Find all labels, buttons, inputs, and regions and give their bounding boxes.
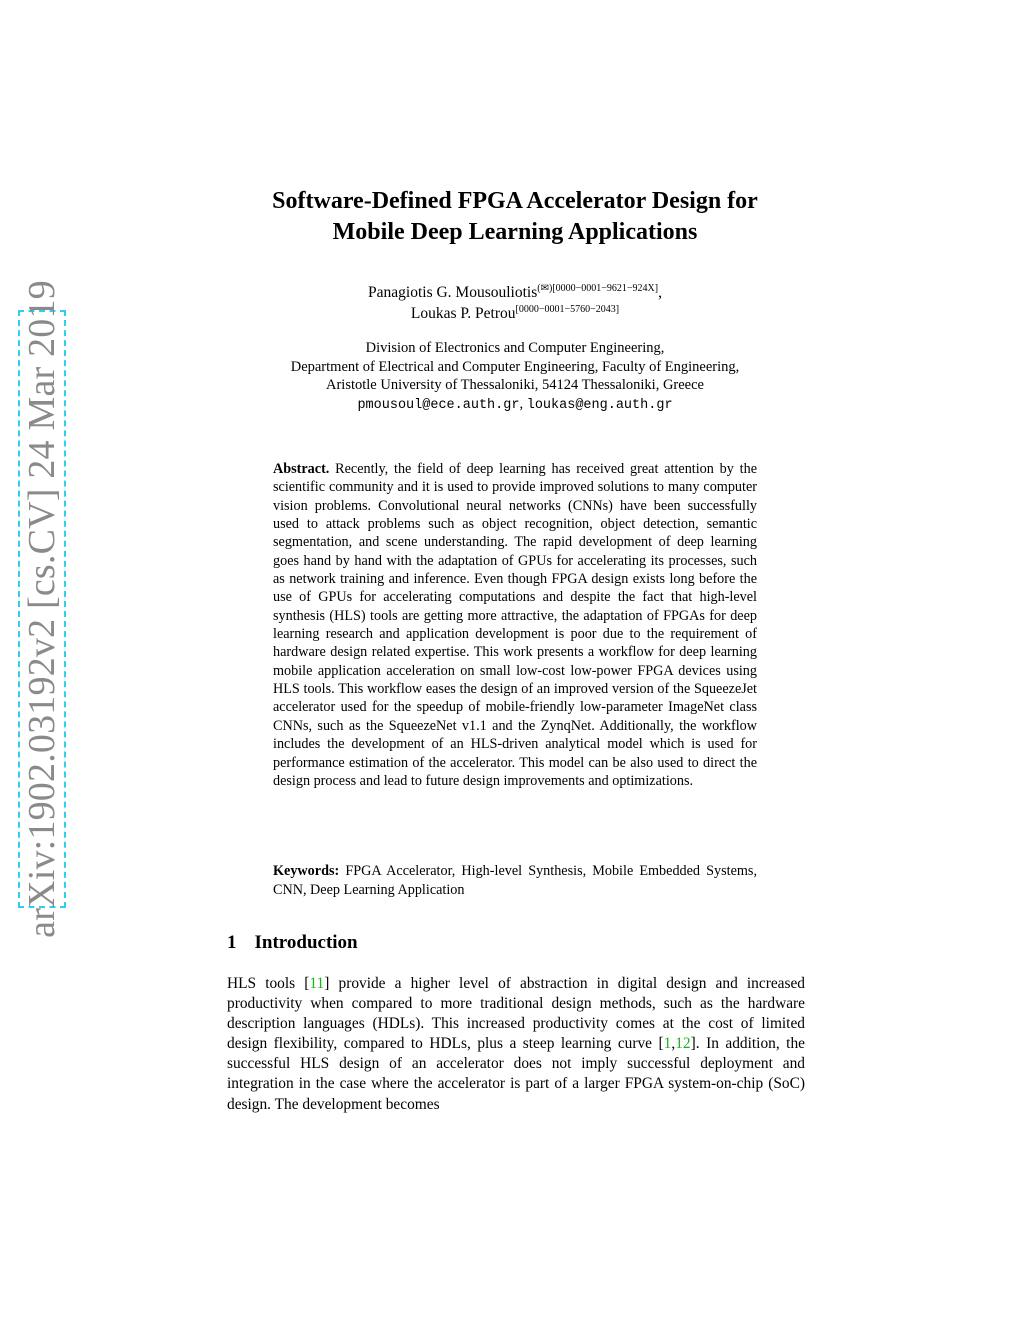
keywords	[273, 862, 757, 899]
affiliation-line-1: Division of Electronics and Computer Engineering,	[365, 340, 665, 356]
affiliation-block	[180, 339, 850, 415]
abstract-label: Abstract.	[273, 461, 330, 477]
intro-text-3: . In addition, the successful HLS design of an accelerator does not imply successful deployment and integration in the case where the accelerator is part of a larger FPGA system-on-chip (SoC) design. The development becomes	[227, 1035, 805, 1113]
email-1[interactable]: pmousoul@ece.auth.gr	[357, 397, 520, 413]
intro-paragraph: HLS tools [11] provide a higher level of abstraction in digital design and increased productivity when compared to more traditional design methods, such as the hardware description languages (HDLs). This increased productivity comes at the cost of limited design flexibility, compared to HDLs, plus a steep learning curve [1,12]. In addition, the successful HLS design of an accelerator does not imply successful deployment and integration in the case where the accelerator is part of a larger FPGA system-on-chip (SoC) design. The development becomes	[227, 975, 806, 1113]
section-title: Introduction	[254, 932, 358, 953]
intro-text-1: HLS tools	[227, 975, 305, 992]
citation-link-11[interactable]: 11	[309, 975, 325, 992]
author-2-orcid[interactable]: [0000−0001−5760−2043]	[515, 304, 620, 315]
email-separator: ,	[519, 395, 527, 412]
title-line-1: Software-Defined FPGA Accelerator Design for	[272, 188, 758, 214]
affiliation-line-2: Department of Electrical and Computer Engineering, Faculty of Engineering,	[290, 358, 740, 375]
paper-title	[180, 186, 850, 248]
arxiv-identifier-text: arXiv:1902.03192v2 [cs.CV] 24 Mar 2019	[21, 280, 63, 938]
author-1-name: Panagiotis G. Mousouliotis	[368, 284, 538, 301]
email-line	[180, 395, 850, 416]
arxiv-identifier-stamp[interactable]	[18, 280, 66, 938]
intro-text-2: provide a higher level of abstraction in digital design and increased productivity when compared to more traditional design methods, such as the hardware description languages (HDLs). This increased productivity comes at the cost of limited design flexibility, compared to HDLs, plus a steep learning curve	[227, 975, 806, 1053]
abstract	[273, 460, 757, 790]
abstract-text: Recently, the field of deep learning has received great attention by the scientific community and it is used to provide improved solutions to many computer vision problems. Convolutional neural networks (CNNs) have been successfully used to attack problems such as object recognition, object detection, semantic segmentation, and scene understanding. The rapid development of deep learning goes hand by hand with the adaptation of GPUs for accelerating its processes, such as network training and inference. Even though FPGA design exists long before the use of GPUs for accelerating computations and despite the fact that high-level synthesis (HLS) tools are getting more attractive, the adaptation of FPGAs for deep learning research and application development is poor due to the requirement of hardware design related expertise. This work presents a workflow for deep learning mobile application acceleration on small low-cost low-power FPGA devices using HLS tools. This workflow eases the design of an improved version of the SqueezeJet accelerator used for the speedup of mobile-friendly low-parameter ImageNet class CNNs, such as the SqueezeNet v1.1 and the ZynqNet. Additionally, the workflow includes the development of an HLS-driven analytical model which is used for performance estimation of the accelerator. This model can be also used to direct the design process and lead to future design improvements and optimizations.	[273, 461, 758, 789]
citation-link-12[interactable]: 12	[675, 1035, 691, 1053]
keywords-label: Keywords:	[273, 863, 340, 879]
section-number: 1	[227, 932, 237, 953]
email-2[interactable]: loukas@eng.auth.gr	[526, 397, 673, 413]
author-1	[180, 282, 850, 303]
citation-link-1[interactable]: 1	[663, 1035, 672, 1053]
author-2	[180, 303, 850, 324]
keywords-text: FPGA Accelerator, High-level Synthesis, Mobile Embedded Systems, CNN, Deep Learning Application	[273, 863, 757, 898]
author-separator: ,	[658, 284, 662, 301]
affiliation-line-3: Aristotle University of Thessaloniki, 54124 Thessaloniki, Greece	[325, 377, 704, 393]
section-heading	[227, 932, 358, 954]
author-2-name: Loukas P. Petrou	[410, 305, 516, 322]
title-line-2: Mobile Deep Learning Applications	[332, 219, 698, 245]
author-list	[180, 282, 850, 324]
author-1-orcid[interactable]: (✉)[0000−0001−9621−924X]	[537, 283, 659, 294]
